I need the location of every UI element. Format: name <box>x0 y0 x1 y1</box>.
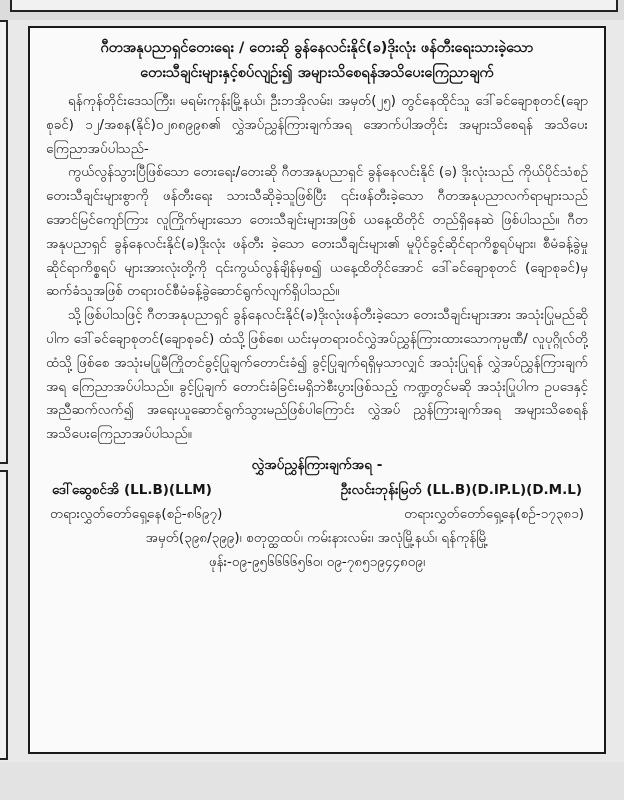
lawyer-names <box>46 478 588 502</box>
adjacent-column-edge <box>0 20 8 464</box>
notice-paragraph-3: သို့ဖြစ်ပါသဖြင့် ဂီတအနုပညာရှင် ခွန်နေလင်းနိုင်(ခ)ဒိုးလုံးဖန်တီးခဲ့သော တေးသီချင်းများအား အသုံးပြုမည်ဆိုပါက ဒေါ်ခင်ချောစုတင်(ချောစုခင်) ထံသို့ဖြစ်စေ၊ ယင်းမှတရားဝင်လွှဲအပ်ညွှန်ကြားထားသောကုမ္ပဏီ/ လူပုဂ္ဂိုလ်တို့ထံသို့ ဖြစ်စေ အသုံးမပြုမီကြိုတင်ခွင့်ပြုချက်တောင်းခံ၍ ခွင့်ပြုချက်ရရှိမှသာလျှင် အသုံးပြုရန် လွှဲအပ်ညွှန်ကြားချက်အရ ကြေညာအပ်ပါသည်။ ခွင့်ပြုချက် တောင်းခံခြင်းမရှိဘဲစီးပွားဖြစ်သည့် ကဏ္ဍတွင်မဆို အသုံးပြုပါက ဥပဒေနှင့် အညီဆက်လက်၍ အရေးယူဆောင်ရွက်သွားမည်ဖြစ်ပါကြောင်း လွှဲအပ် ညွှန်ကြားချက်အရ အများသိစေရန် အသိပေးကြေညာအပ်ပါသည်။ <box>46 307 588 443</box>
previous-notice-edge <box>10 0 618 12</box>
lawyer-1-name: ဒေါ်ဆွေစင်အိ (LL.B)(LLM) <box>52 481 212 498</box>
phone-numbers: ဖုန်း-၀၉-၉၅၆၆၆၆၅၆၀၊ ၀၉-၇၈၅၁၉၄၄၈၀၉၊ <box>208 553 426 570</box>
notice-title-line-2: တေးသီချင်းများနှင့်စပ်လျဉ်း၍ အများသိစေရန်အသိပေးကြေညာချက် <box>140 65 494 81</box>
notice-title-line-1: ဂီတအနုပညာရှင်တေးရေး / တေးဆို ခွန်နေလင်းနိုင်(ခ)ဒိုးလုံး ဖန်တီးရေးသားခဲ့သော <box>100 40 534 56</box>
lawyer-2-license: တရားလွှတ်တော်ရှေ့နေ(စဉ်-၁၇၃၈၁) <box>404 505 584 522</box>
lawyer-licenses <box>46 502 588 526</box>
counsel-heading: လွှဲအပ်ညွှန်ကြားချက်အရ - <box>251 456 383 473</box>
public-notice-box <box>28 26 606 754</box>
notice-paragraph-1: ရန်ကုန်တိုင်းဒေသကြီး၊ မရမ်းကုန်းမြို့နယ်၊ ဦးဘအိုလမ်း၊ အမှတ်(၂၅) တွင်နေထိုင်သူ ဒေါ်ခင်ချောစုတင်(ချောစုခင်) ၁၂/အစန(နိုင်)၀၂၈၈၉၉၈၏ လွှဲအပ်ညွှန်ကြားချက်အရ အောက်ပါအတိုင်း အများသိစေရန် အသိပေး ကြေညာအပ်ပါသည်- <box>46 93 588 157</box>
notice-paragraph-2: ကွယ်လွန်သွားပြီဖြစ်သော တေးရေး/တေးဆို ဂီတအနုပညာရှင် ခွန်နေလင်းနိုင် (ခ) ဒိုးလုံးသည် ကိုယ်ပိုင်သံစဉ်တေးသီချင်းများစွာကို ဖန်တီးရေး သားသီဆိုခဲ့သူဖြစ်ပြီး ၎င်းဖန်တီးခဲ့သော ဂီတအနုပညာလက်ရာများသည် အောင်မြင်ကျော်ကြား လူကြိုက်များသော တေးသီချင်းများအဖြစ် ယနေ့ထိတိုင် တည်ရှိနေဆဲ ဖြစ်ပါသည်။ ဂီတအနုပညာရှင် ခွန်နေလင်းနိုင်(ခ)ဒိုးလုံး ဖန်တီး ခဲ့သော တေးသီချင်းများ၏ မူပိုင်ခွင့်ဆိုင်ရာကိစ္စရပ်များ၊ စီမံခန့်ခွဲမှုဆိုင်ရာကိစ္စရပ် များအားလုံးတို့ကို ၎င်းကွယ်လွန်ချိန်မှစ၍ ယနေ့ထိတိုင်အောင် ဒေါ်ခင်ချောစုတင် (ချောစုခင်)မှ ဆက်ခံသူအဖြစ် တရားဝင်စီမံခန့်ခွဲဆောင်ရွက်လျက်ရှိပါသည်။ <box>46 164 588 300</box>
lawyer-1-license: တရားလွှတ်တော်ရှေ့နေ(စဉ်-၈၆၉၇) <box>50 505 223 522</box>
notice-title <box>46 36 588 86</box>
adjacent-column-edge-lower <box>0 470 8 760</box>
page-margin <box>0 762 624 800</box>
office-address: အမှတ်(၃၉၈/၃၉၉)၊ စတုတ္ထထပ်၊ ကမ်းနားလမ်း၊ အလုံမြို့နယ်၊ ရန်ကုန်မြို့ <box>145 529 489 546</box>
lawyer-2-name: ဦးလင်းဘုန်းမြတ် (LL.B)(D.IP.L)(D.M.L) <box>340 481 582 498</box>
